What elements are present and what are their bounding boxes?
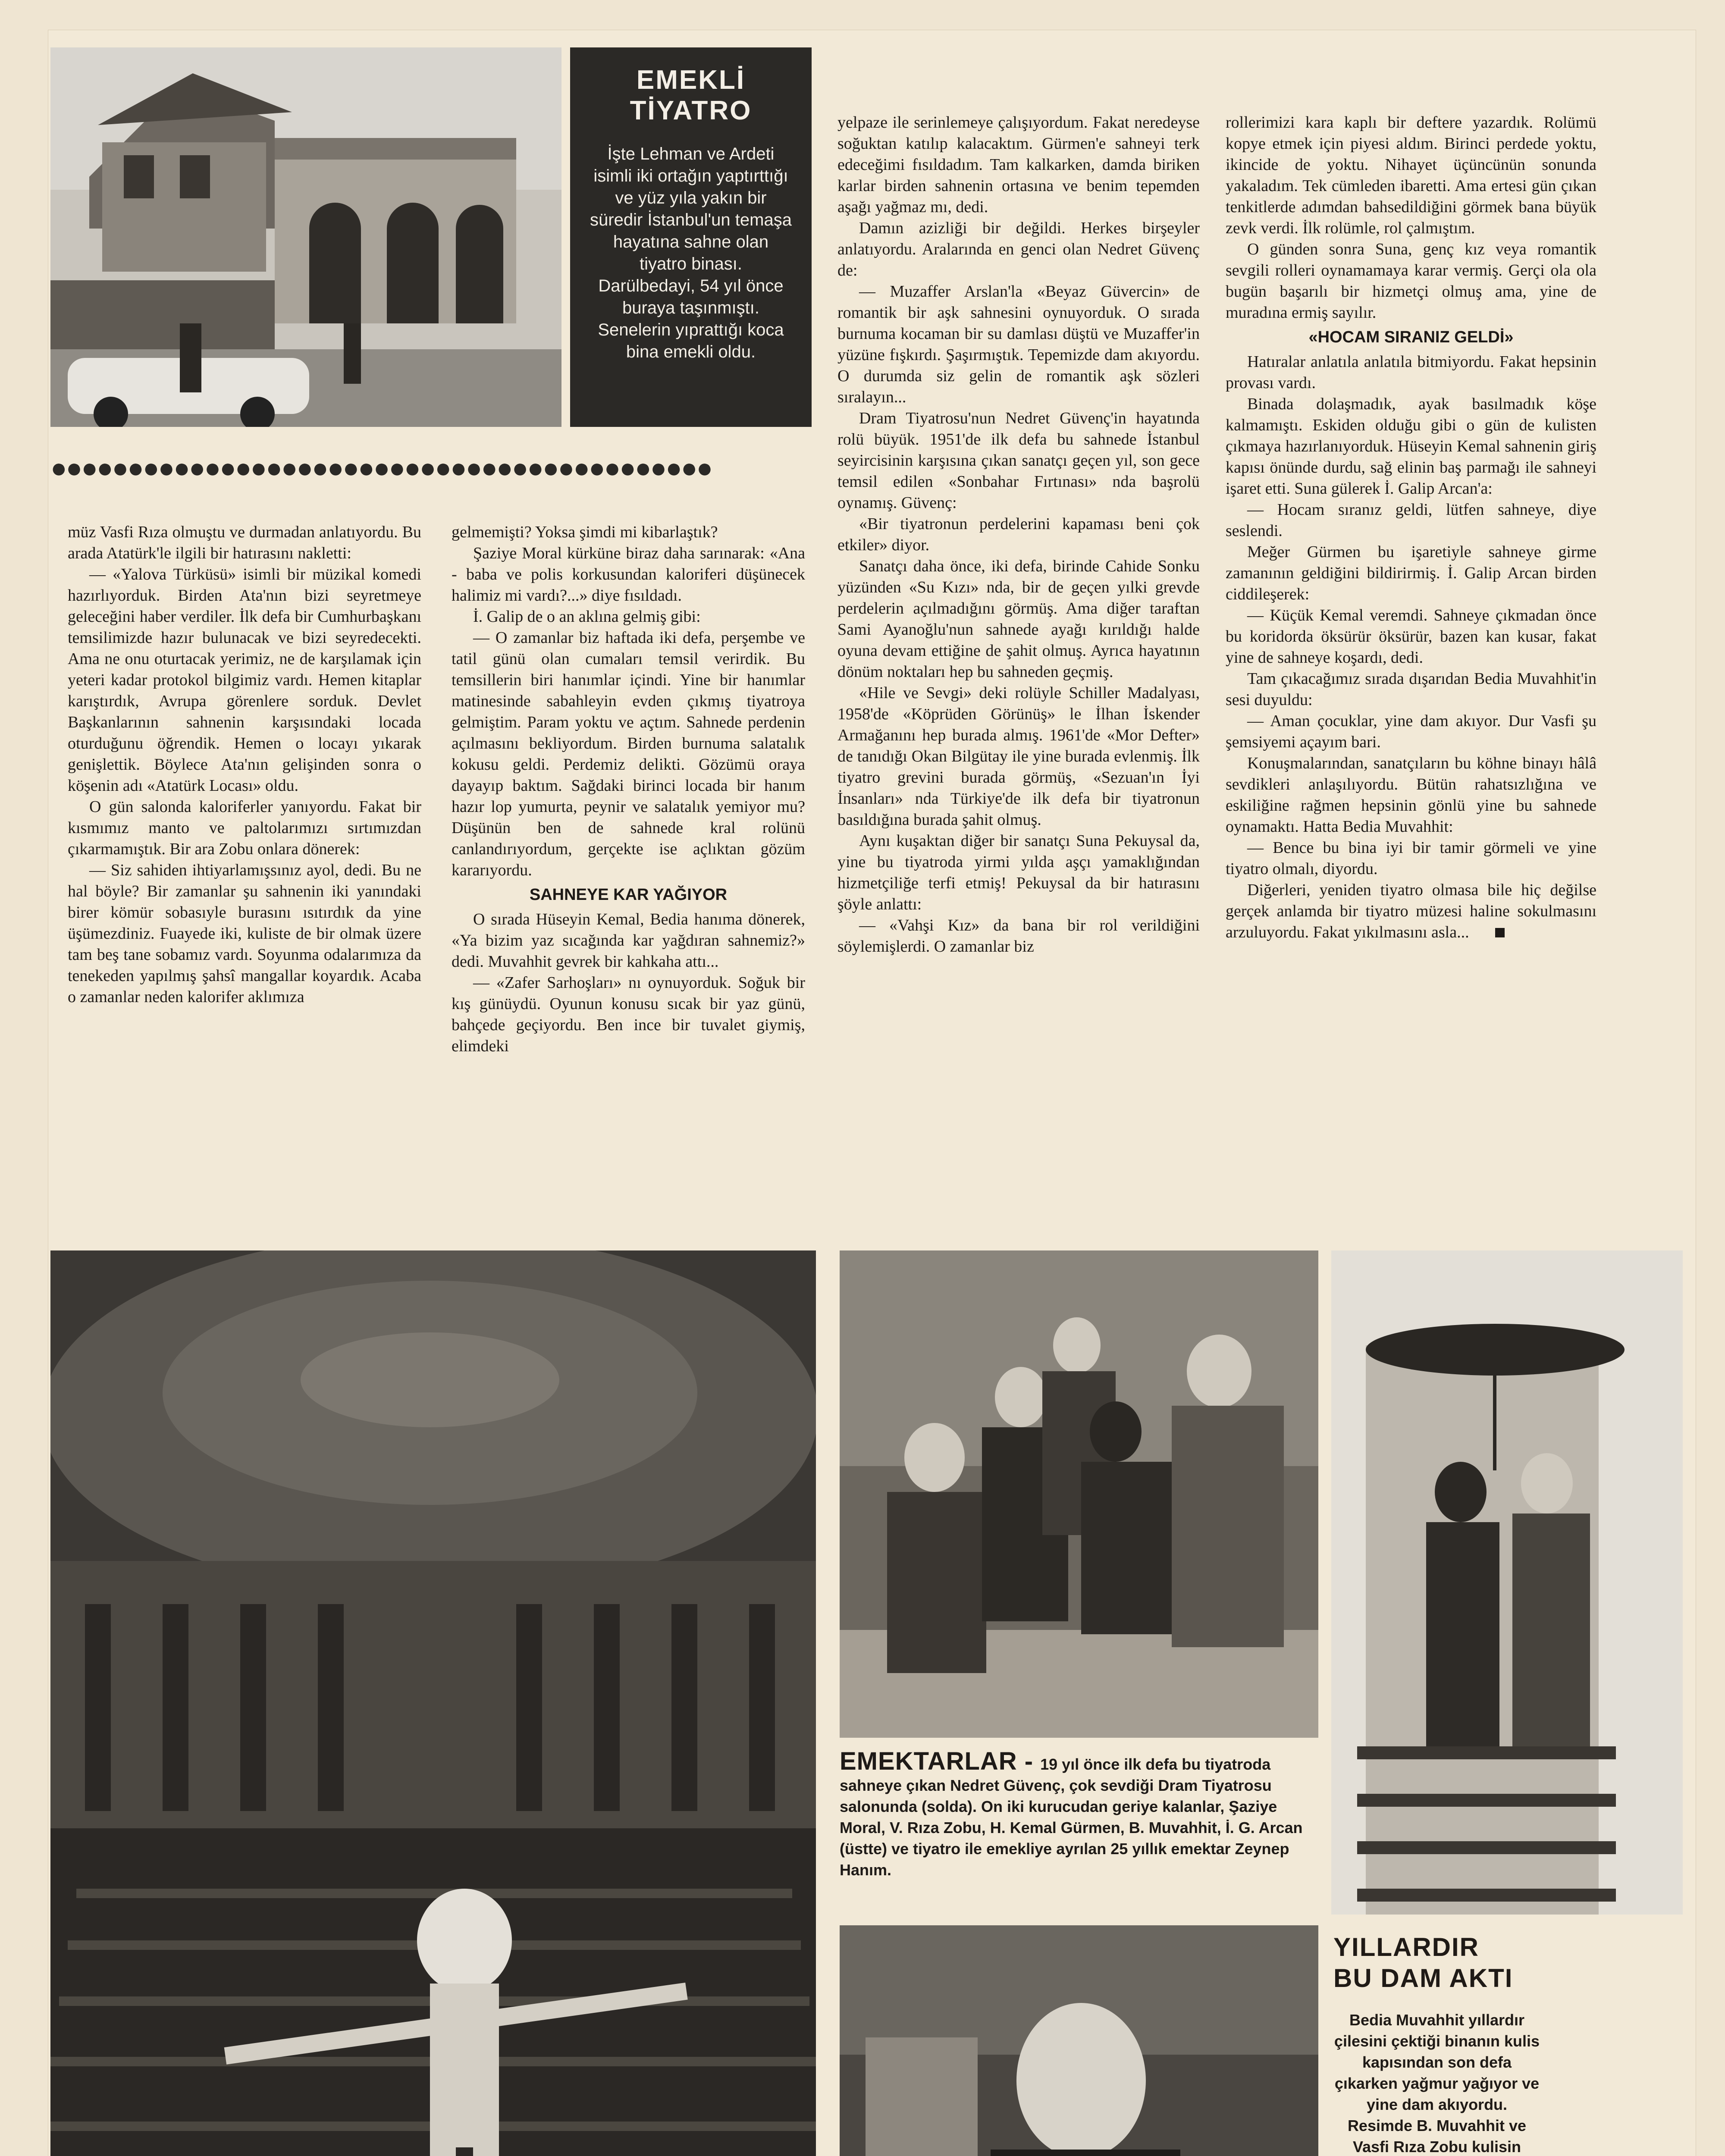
magazine-page [48, 30, 1696, 2156]
caption-text: 19 yıl önce ilk defa bu tiyatroda sahneye çıkan Nedret Güvenç, çok sevdiği Dram Tiyatrosu salonunda (solda). On iki kurucudan geriye kalanlar, Şaziye Moral, V. Rıza Zobu, H. Kemal Gürmen, B. Muvahhit, İ. G. Arcan (üstte) ve tiyatro ile emekliye ayrılan 25 yıllık emektar Zeynep Hanım. [840, 1755, 1303, 1879]
paragraph [1226, 880, 1596, 943]
paragraph: Dram Tiyatrosu'nun Nedret Güvenç'in hayatında rolü büyük. 1951'de ilk defa bu sahnede İstanbul seyircisinin karşısına çıkan sanatçı geçen yıl, son gece temsil edilen «Sonbahar Fırtınası» nda başrolü oynamış. Güvenç: [837, 409, 1200, 512]
paragraph: — «Yalova Türküsü» isimli bir müzikal komedi hazırlıyorduk. Birden Ata'nın bizi seyretmeye geleceğini haber verdiler. İlk defa bir Cumhurbaşkanı temsilimizde hazır bulunacak ve bizi seyredecekti. Ama ne onu oturtacak yerimiz, ne de karşılamak için yeteri kadar protokol bilgimiz vardı. Hemen kitaplar karıştırdık, Avrupa görenlere sorduk. Devlet Başkanlarının sahnenin karşısındaki locada oturduğunu öğrendik. Hemen o locayı yıkarak genişlettik. Böylece Ata'nın gelişinden sonra o köşenin adı «Atatürk Locası» oldu. [68, 565, 421, 795]
paragraph: Aynı kuşaktan diğer bir sanatçı Suna Pekuysal da, yine bu tiyatroda yirmi yılda aşçı yamaklığından hizmetçiliğe terfi etmiş! Pekuysal da bir hatırasını şöyle anlattı: [837, 832, 1200, 913]
paragraph: İ. Galip de o an aklına gelmiş gibi: [473, 608, 701, 626]
paragraph: «Hile ve Sevgi» deki rolüyle Schiller Madalyası, 1958'de «Köprüden Görünüş» le İlhan İskender Armağanını hep burada almış. 1961'de «Mor Defter» de tanıdığı Okan Bilgütay ile yine burada evlenmiş. İlk tiyatro grevini burada görmüş, «Sezuan'ın İyi İnsanları» nda Türkiye'de ilk defa bir tiyatronun basıldığına burada şahit olmuş. [837, 684, 1200, 829]
paragraph: — Muzaffer Arslan'la «Beyaz Güvercin» de romantik bir aşk sahnesini oynuyorduk. O sırada burnuma kocaman bir su damlası düştü ve Muzaffer'in yüzüne fışkırdı. Şaşırmıştık. Tepemizde dam akıyordu. O durumda siz gelin de romantik aşk sözleri sıralayın... [837, 282, 1200, 406]
yillardir-title [1333, 1932, 1549, 1994]
column-2 [452, 522, 805, 1057]
paragraph: — «Vahşi Kız» da bana bir rol verildiğini söylemişlerdi. O zamanlar biz [837, 916, 1200, 956]
paragraph: — Bence bu bina iyi bir tamir görmeli ve yine tiyatro olmalı, diyordu. [1226, 839, 1596, 878]
dots-divider: ●●●●●●●●●●●●●●●●●●●●●●●●●●●●●●●●●●●●●●●●●●● [50, 455, 712, 481]
column-3 [837, 112, 1200, 957]
paragraph: — «Zafer Sarhoşları» nı oynuyorduk. Soğuk bir kış günüydü. Oyunun konusu sıcak bir yaz günü, bahçede geçiyordu. Ben ince bir tuvalet giymiş, elimdeki [452, 974, 805, 1055]
stairs-photo [1331, 1250, 1683, 1915]
end-mark [1495, 928, 1505, 937]
auditorium-photo [50, 1250, 816, 2156]
paragraph: Binada dolaşmadık, ayak basılmadık köşe kalmamıştı. Eskiden olduğu gibi o gün de kulisten çıkmaya hazırlanıyorduk. Hüseyin Kemal sahnenin giriş kapısı önünde durdu, sağ elinin baş parmağı ile sahneyi işaret etti. Suna gülerek İ. Galip Arcan'a: [1226, 395, 1596, 498]
paragraph: yelpaze ile serinlemeye çalışıyordum. Fakat neredeyse soğuktan katılıp kalacaktım. Gürmen'e sahneyi terk edeceğimi fısıldadım. Tam kalkarken, damda biriken karlar birden sahnenin ortasına ve benim tepemden aşağı yağmaz mı, dedi. [837, 113, 1200, 216]
theatre-building-photo [50, 47, 561, 427]
title-box-text: İşte Lehman ve Ardeti isimli iki ortağın yaptırttığı ve yüz yıla yakın bir süredir İstanbul'un temaşa hayatına sahne olan tiyatro binası. Darülbedayi, 54 yıl önce buraya taşınmıştı. Senelerin yıprattığı koca bina emekli oldu. [590, 144, 792, 361]
paragraph: — O zamanlar biz haftada iki defa, perşembe ve tatil günü olan cumaları temsil verirdik. Bu temsillerin biri hanımlar içindi. Yine bir hanımlar matinesinde sabahleyin evden çıkmış tiyatroya gelmiştim. Param yoktu ve açtım. Sahnede perdenin açılmasını bekliyordum. Birden burnuma salatalık kokusu geldi. Perdemiz delikti. Gözümü oraya dayayıp baktım. Sağdaki birinci locada bir hanım hazır lop yumurta, peynir ve salatalık yemiyor mu? Düşünün ben de sahnede kral rolünü canlandırıyordum, gerçekte ise açlıktan gözüm kararıyordu. [452, 629, 805, 879]
paragraph: — Aman çocuklar, yine dam akıyor. Dur Vasfi şu şemsiyemi açayım bari. [1226, 712, 1596, 751]
paragraph: Meğer Gürmen bu işaretiyle sahneye girme zamanının geldiğini bildirirmiş. İ. Galip Arcan birden ciddileşerek: [1226, 543, 1596, 603]
paragraph: — Siz sahiden ihtiyarlamışsınız ayol, dedi. Bu ne hal böyle? Bir zamanlar şu sahnenin iki yanındaki birer kömür sobasıyle burasını ısıtırdık da yine üşümezdiniz. Fuayede iki, kuliste de bir olmak üzere tam beş tane sobamız vardı. Soyunma odalarımıza da tenekeden yapılmış şahsî mangallar koyardık. Acaba o zamanlar neden kalorifer aklımıza [68, 861, 421, 1006]
paragraph: Tam çıkacağımız sırada dışarıdan Bedia Muvahhit'in sesi duyuldu: [1226, 670, 1596, 709]
paragraph: O günden sonra Suna, genç kız veya romantik sevgili rolleri oynamamaya karar vermiş. Gerçi ola ola bugün başarılı bir hizmetçi olmuş ama, yine de muradına ermiş sayılır. [1226, 240, 1596, 322]
paragraph: Hatıralar anlatıla anlatıla bitmiyordu. Fakat hepsinin provası vardı. [1226, 353, 1596, 392]
paragraph: gelmemişti? Yoksa şimdi mi kibarlaştık? [452, 523, 718, 541]
paragraph: Konuşmalarından, sanatçıların bu köhne binayı hâlâ sevdikleri anlaşılıyordu. Bütün rahatsızlığına ve eskiliğine rağmen hepsinin gönlü yine bu sahnede oynamaktı. Hatta Bedia Muvahhit: [1226, 754, 1596, 836]
paragraph: — Küçük Kemal veremdi. Sahneye çıkmadan önce bu koridorda öksürür öksürür, bazen kan kusar, fakat yine de sahneye koşardı, dedi. [1226, 606, 1596, 667]
paragraph: Sanatçı daha önce, iki defa, birinde Cahide Sonku yüzünden «Su Kızı» nda, bir de geçen yılki grevde perdelerin açılmadığını görmüş. Ama diğer taraftan Sami Ayanoğlu'nun sahnede ayağı kırıldığı halde oyuna devam ettiğine de şahit olmuş. Ayrıca hayatının dönüm noktaları hep bu sahneden geçmiş. [837, 557, 1200, 681]
paragraph: O sırada Hüseyin Kemal, Bedia hanıma dönerek, «Ya bizim yaz sıcağında kar yağdıran sahnemiz?» dedi. Muvahhit gevrek bir kahkaha attı... [452, 910, 805, 971]
paragraph: O gün salonda kaloriferler yanıyordu. Fakat bir kısmımız manto ve paltolarımızı sırtımızdan çıkarmamıştık. Bir ara Zobu onlara dönerek: [68, 798, 421, 858]
article-title: EMEKLİ TİYATRO [630, 65, 752, 125]
portrait-photo [840, 1925, 1318, 2156]
emektarlar-caption [840, 1747, 1318, 1880]
paragraph: — Hocam sıranız geldi, lütfen sahneye, diye seslendi. [1226, 501, 1596, 540]
column-4 [1226, 112, 1596, 943]
paragraph: rollerimizi kara kaplı bir deftere yazardık. Rolümü kopye etmek için piyesi aldım. Birinci perdede yoktu, ikincide de yoktu. Nihayet üçüncünün sonunda yakaladım. Tek cümleden ibaretti. Ama ertesi gün çıkan tenkitlerde adımdan bahsedildiğini görmek bana büyük zevk verdi. İlk rolümle, rol çalmıştım. [1226, 113, 1596, 237]
closing-paragraph: Diğerleri, yeniden tiyatro olmasa bile hiç değilse gerçek anlamda bir tiyatro müzesi haline sokulmasını arzuluyordu. Fakat yıkılmasını asla... [1226, 881, 1596, 941]
paragraph: müz Vasfi Rıza olmuştu ve durmadan anlatıyordu. Bu arada Atatürk'le ilgili bir hatırasını nakletti: [68, 523, 421, 562]
section-heading: «HOCAM SIRANIZ GELDİ» [1308, 328, 1514, 346]
column-1 [68, 522, 421, 1008]
paragraph: Damın azizliği bir değildi. Herkes birşeyler anlatıyordu. Aralarında en genci olan Nedret Güvenç de: [837, 219, 1200, 279]
section-heading: SAHNEYE KAR YAĞIYOR [529, 886, 728, 904]
caption-lead: EMEKTARLAR - [840, 1747, 1034, 1775]
title-line: BU DAM AKTI [1333, 1964, 1513, 1993]
title-box [570, 47, 812, 427]
yillardir-caption: Bedia Muvahhit yıllardır çilesini çektiği binanın kulis kapısından son defa çıkarken yağmur yağıyor ve yine dam akıyordu. Resimde B. Muvahhit ve Vasfi Rıza Zobu kulisin [1334, 2011, 1540, 2156]
paragraph: «Bir tiyatronun perdelerini kapaması beni çok etkiler» diyor. [837, 515, 1200, 554]
title-line: YILLARDIR [1333, 1933, 1479, 1962]
paragraph: Şaziye Moral kürküne biraz daha sarınarak: «Ana - baba ve polis korkusundan kaloriferi düşünecek halimiz mi vardı?...» diye fısıldadı. [452, 544, 805, 605]
group-photo [840, 1250, 1318, 1738]
